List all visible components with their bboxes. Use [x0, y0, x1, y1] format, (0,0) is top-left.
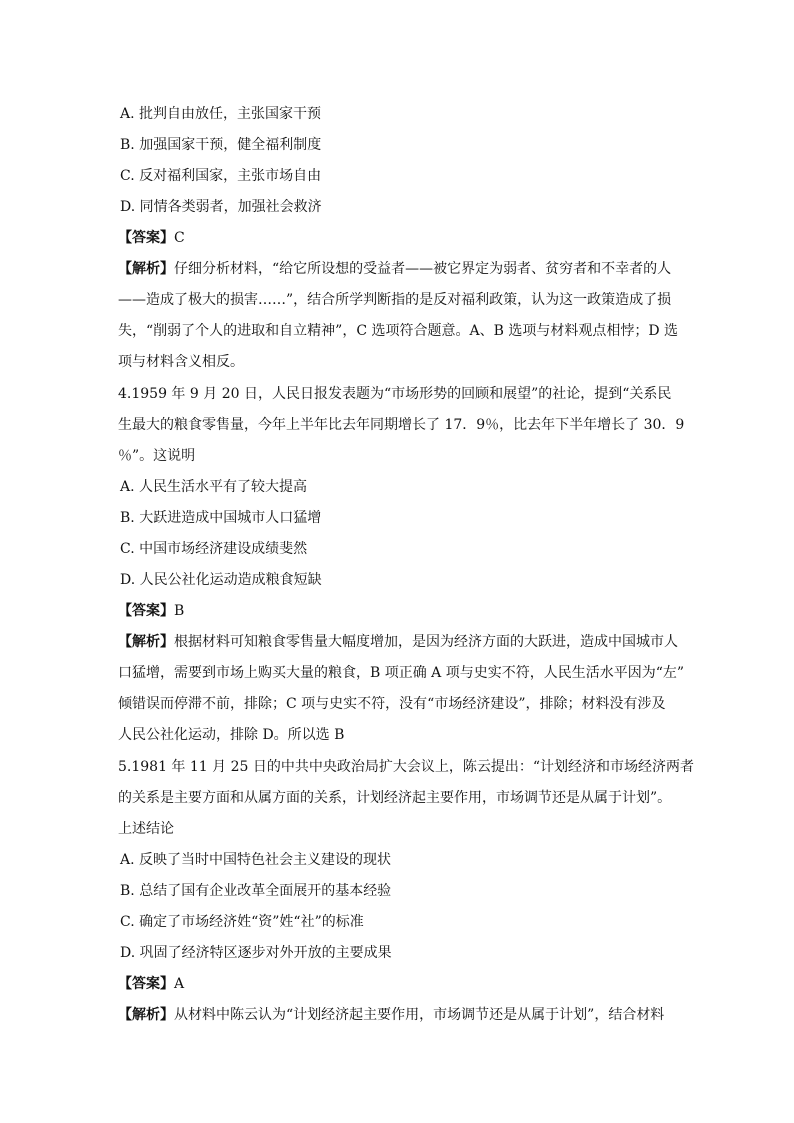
answer-tag: 【答案】 — [118, 230, 174, 246]
q4-analysis-line-2: 口猛增，需要到市场上购买大量的粮食，B 项正确 A 项与史实不符，人民生活水平因为“左” — [118, 665, 685, 681]
q5-option-b: B. 总结了国有企业改革全面展开的基本经验 — [120, 883, 392, 899]
q3-option-a: A. 批判自由放任，主张国家干预 — [120, 106, 322, 122]
answer-value: A — [174, 976, 185, 992]
q5-stem-line-2: 的关系是主要方面和从属方面的关系，计划经济起主要作用，市场调节还是从属于计划”。 — [118, 790, 672, 806]
q4-analysis-line-3: 倾错误而停滞不前，排除；C 项与史实不符，没有“市场经济建设”，排除；材料没有涉及 — [118, 696, 666, 712]
analysis-tag: 【解析】 — [118, 1007, 174, 1023]
analysis-text: 根据材料可知粮食零售量大幅度增加，是因为经济方面的大跃进，造成中国城市人 — [174, 634, 678, 650]
answer-tag: 【答案】 — [118, 976, 174, 992]
q4-option-b: B. 大跃进造成中国城市人口猛增 — [120, 510, 322, 526]
q4-stem-line-2: 生最大的粮食零售量，今年上半年比去年同期增长了 17．9％，比去年下半年增长了 30．9 — [118, 417, 685, 433]
q4-option-d: D. 人民公社化运动造成粮食短缺 — [120, 572, 322, 588]
q3-option-b: B. 加强国家干预，健全福利制度 — [120, 137, 322, 153]
q3-analysis-line-3: 失，“削弱了个人的进取和自立精神”，C 选项符合题意。A、B 选项与材料观点相悖；D 选 — [118, 323, 678, 339]
q5-option-d: D. 巩固了经济特区逐步对外开放的主要成果 — [120, 945, 392, 961]
q4-option-c: C. 中国市场经济建设成绩斐然 — [120, 541, 308, 557]
q4-analysis-line-4: 人民公社化运动，排除 D。所以选 B — [118, 727, 345, 743]
analysis-text: 仔细分析材料，“给它所设想的受益者——被它界定为弱者、贫穷者和不幸者的人 — [174, 261, 672, 277]
answer-value: C — [174, 230, 185, 246]
q3-option-d: D. 同情各类弱者，加强社会救济 — [120, 199, 322, 215]
q3-answer — [118, 228, 678, 248]
q3-analysis-line-4: 项与材料含义相反。 — [118, 354, 244, 370]
q5-stem-line-3: 上述结论 — [118, 821, 174, 837]
q4-stem-line-3: ％”。这说明 — [118, 448, 196, 464]
q5-stem-line-1: 5.1981 年 11 月 25 日的中共中央政治局扩大会议上，陈云提出：“计划经济和市场经济两者 — [118, 759, 695, 775]
answer-tag: 【答案】 — [118, 603, 174, 619]
q4-answer — [118, 601, 678, 621]
analysis-tag: 【解析】 — [118, 634, 174, 650]
answer-value: B — [174, 603, 185, 619]
q3-option-c: C. 反对福利国家，主张市场自由 — [120, 168, 322, 184]
q5-option-c: C. 确定了市场经济姓“资”姓“社”的标准 — [120, 914, 364, 930]
q4-option-a: A. 人民生活水平有了较大提高 — [120, 479, 308, 495]
q3-analysis-line-1 — [118, 259, 678, 279]
q5-answer — [118, 974, 678, 994]
analysis-text: 从材料中陈云认为“计划经济起主要作用，市场调节还是从属于计划”，结合材料 — [174, 1007, 665, 1023]
q5-analysis-line-1 — [118, 1005, 678, 1025]
analysis-tag: 【解析】 — [118, 261, 174, 277]
q3-analysis-line-2: ——造成了极大的损害……”，结合所学判断指的是反对福利政策，认为这一政策造成了损 — [118, 292, 672, 308]
q5-option-a: A. 反映了当时中国特色社会主义建设的现状 — [120, 852, 392, 868]
q4-analysis-line-1 — [118, 632, 678, 652]
q4-stem-line-1: 4.1959 年 9 月 20 日，人民日报发表题为“市场形势的回顾和展望”的社论，提到“关系民 — [118, 386, 672, 402]
